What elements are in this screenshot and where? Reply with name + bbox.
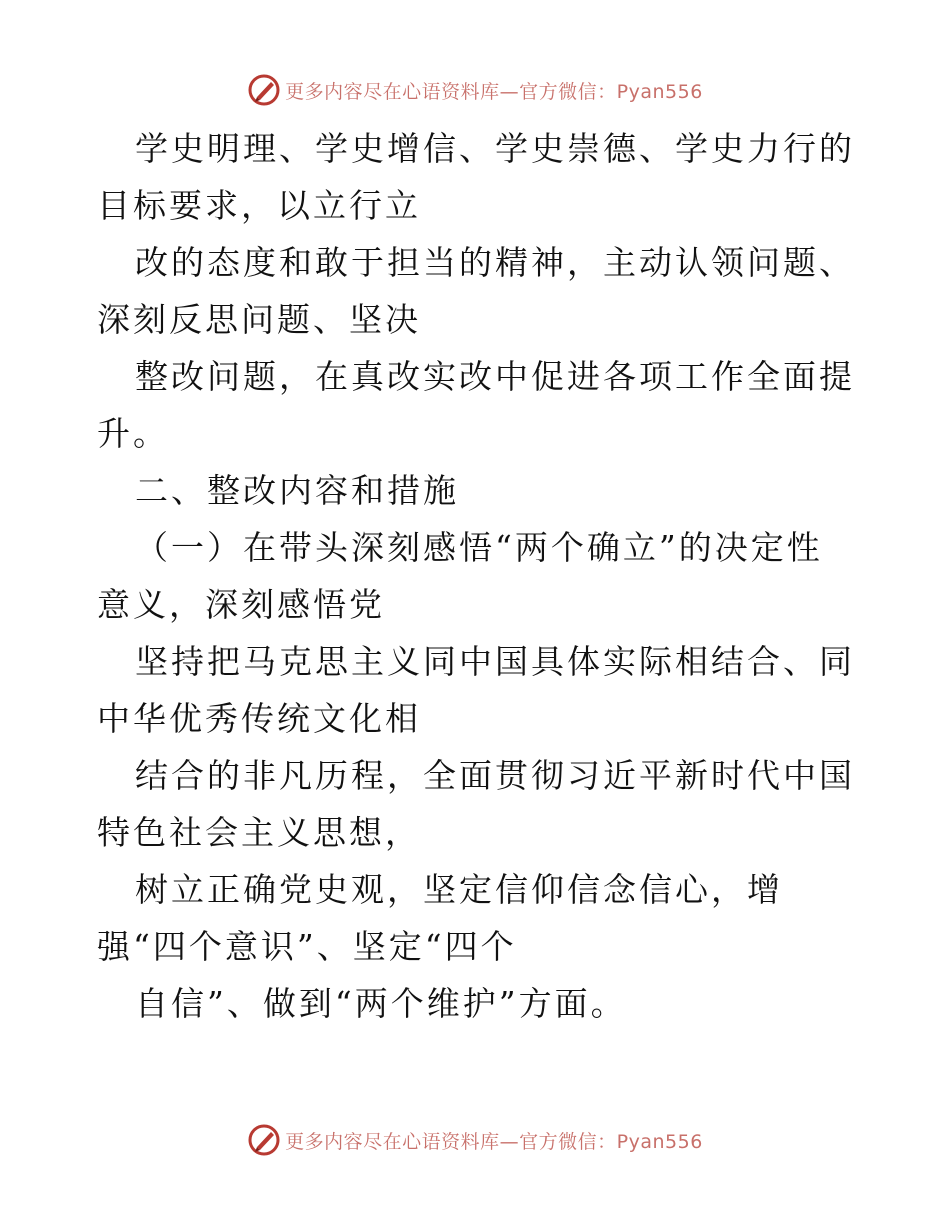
- section-heading: 二、整改内容和措施: [135, 471, 459, 510]
- paragraph: 结合的非凡历程，全面贯彻习近平新时代中国特色社会主义思想，: [97, 756, 855, 852]
- paragraph: 坚持把马克思主义同中国具体实际相结合、同中华优秀传统文化相: [97, 642, 855, 738]
- header-banner-text: 更多内容尽在心语资料库—官方微信：Pyan556: [285, 80, 703, 103]
- paragraph: （一）在带头深刻感悟“两个确立”的决定性意义，深刻感悟党: [97, 528, 823, 624]
- paragraph: 学史明理、学史增信、学史崇德、学史力行的目标要求，以立行立: [97, 129, 855, 225]
- pen-logo-icon: [247, 73, 281, 107]
- paragraph: 自信”、做到“两个维护”方面。: [135, 984, 627, 1023]
- paragraph: 树立正确党史观，坚定信仰信念信心，增强“四个意识”、坚定“四个: [97, 870, 783, 966]
- footer-banner-text: 更多内容尽在心语资料库—官方微信：Pyan556: [285, 1130, 703, 1153]
- pen-logo-icon: [247, 1123, 281, 1157]
- header-banner: [0, 70, 950, 110]
- paragraph: 整改问题，在真改实改中促进各项工作全面提升。: [97, 357, 855, 453]
- footer-banner: [0, 1120, 950, 1160]
- document-body: [97, 120, 857, 1032]
- paragraph: 改的态度和敢于担当的精神，主动认领问题、深刻反思问题、坚决: [97, 243, 855, 339]
